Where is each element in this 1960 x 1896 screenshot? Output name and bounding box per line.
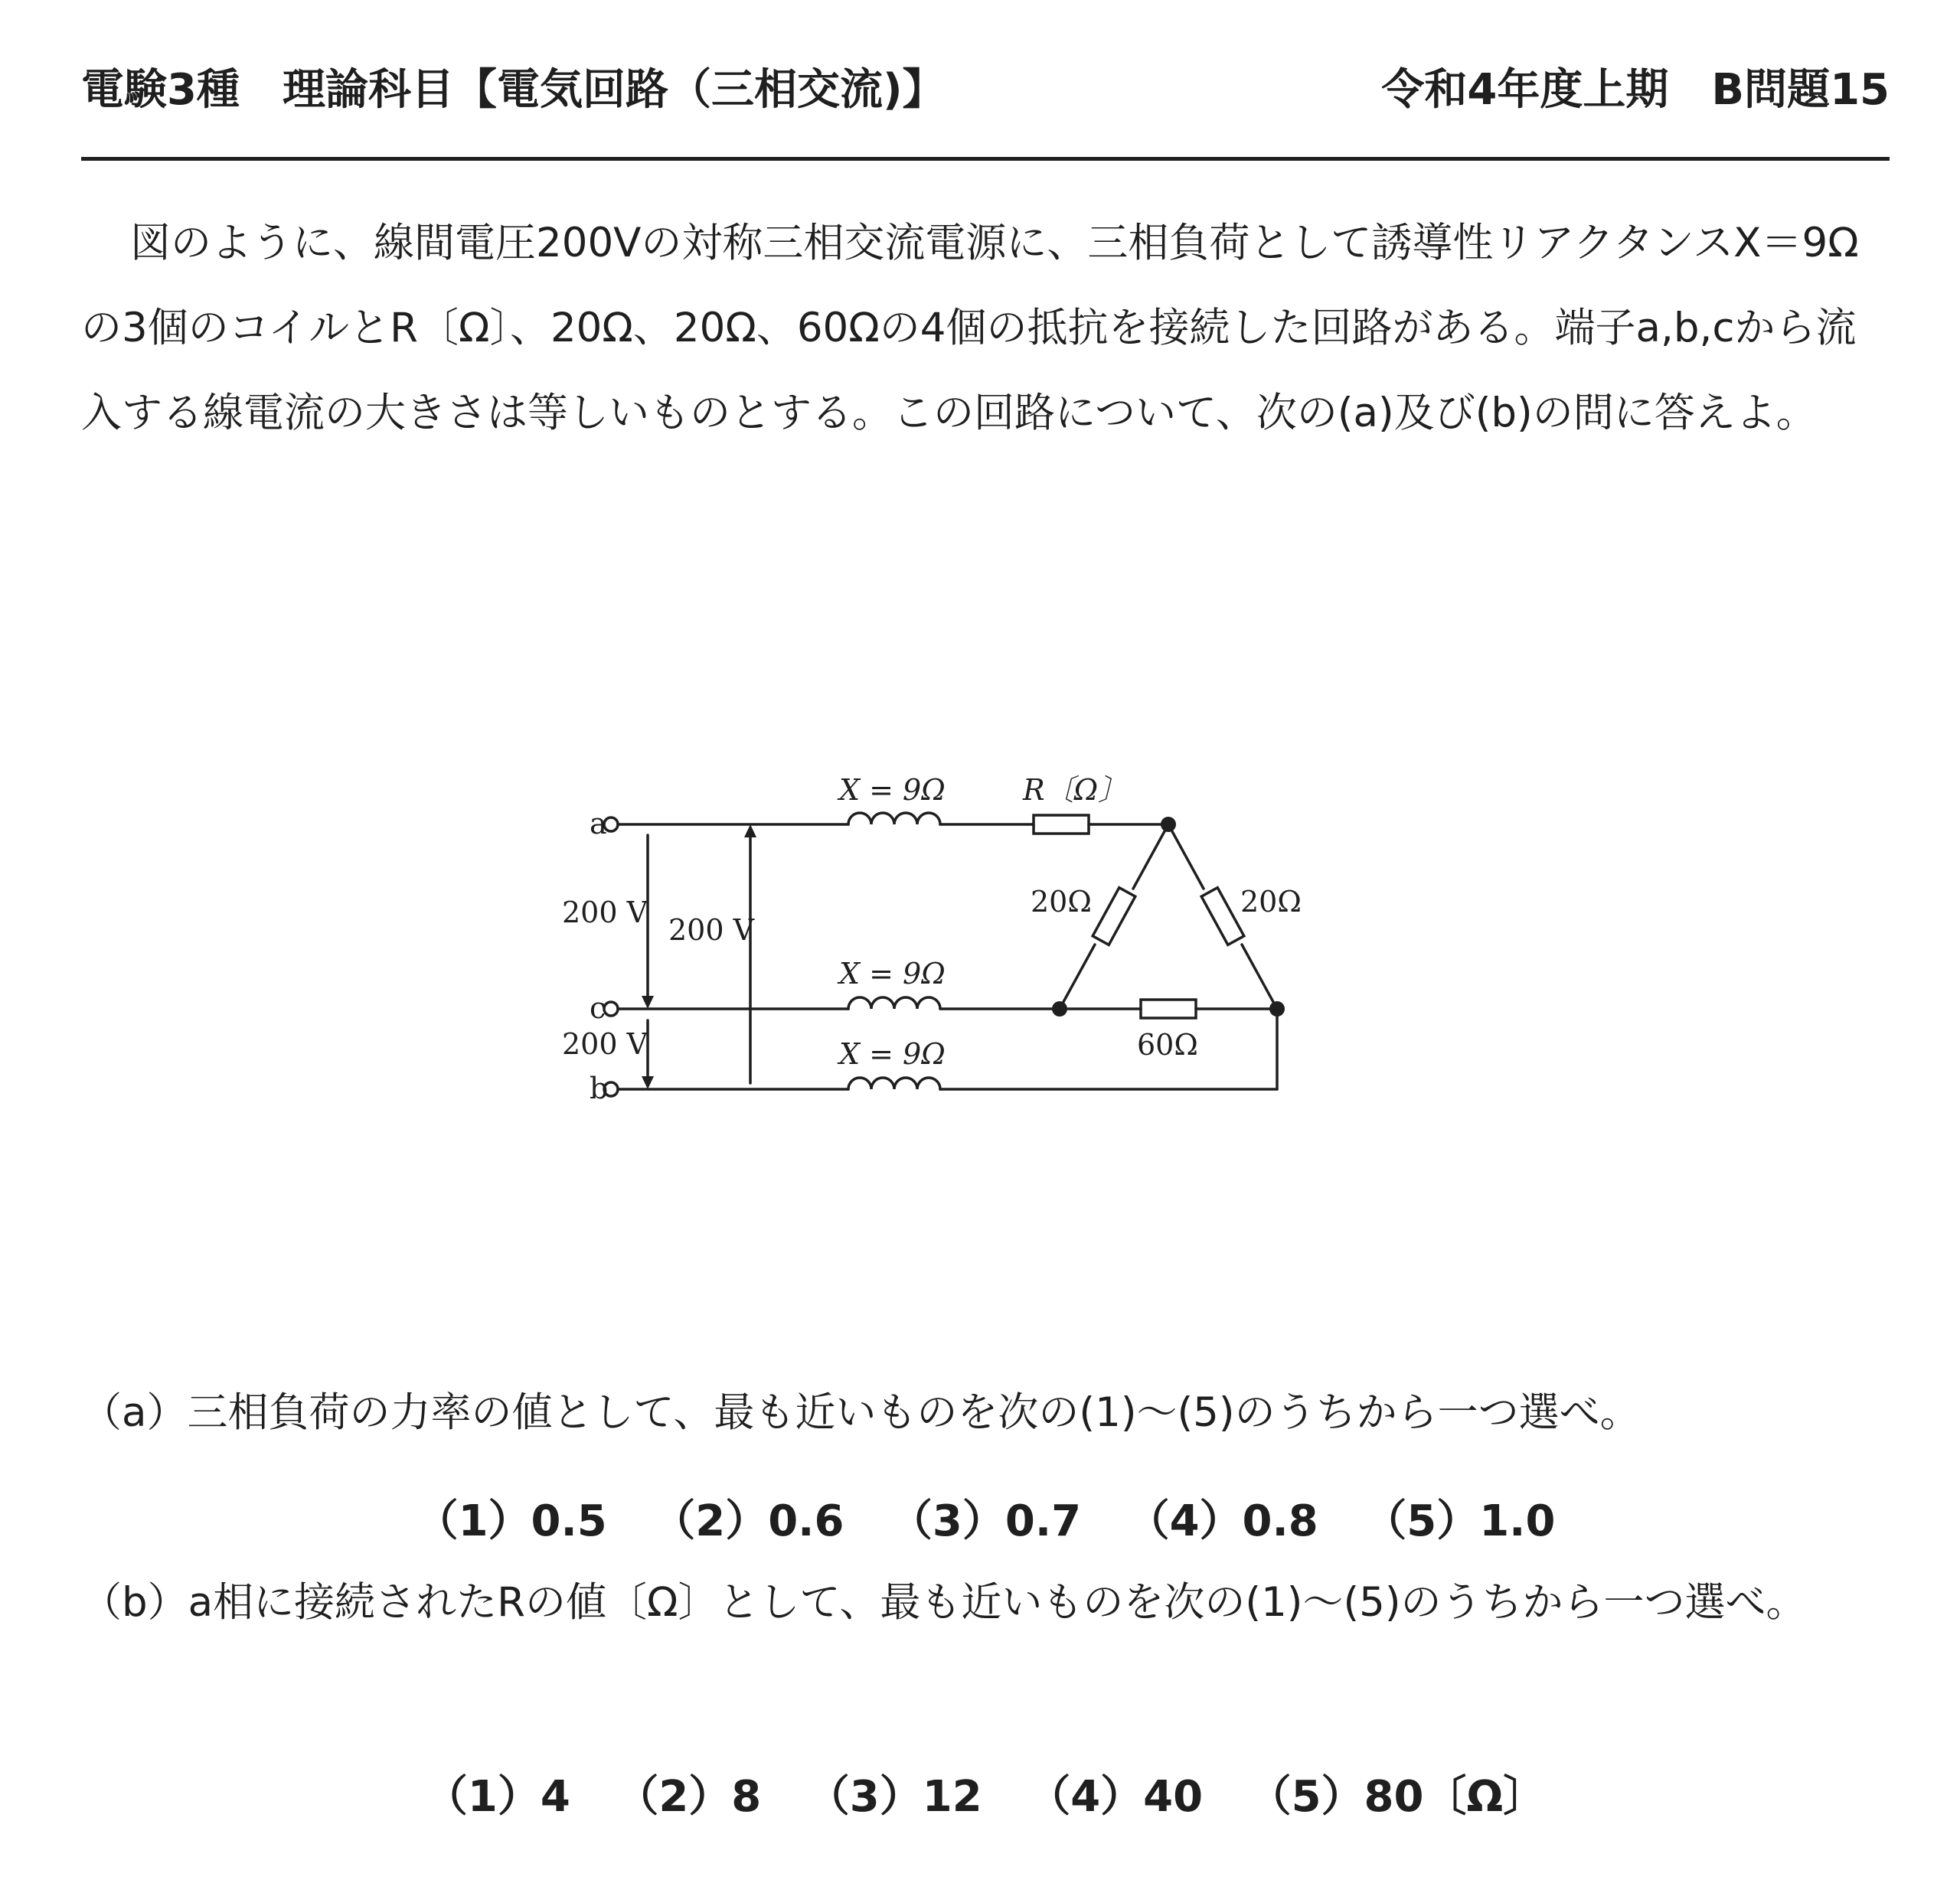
choice-b-3: （3）12 — [806, 1772, 982, 1822]
circuit-diagram — [551, 762, 1317, 1114]
voltage-ab-label: 200 V — [668, 913, 755, 947]
resistor-bottom-symbol — [1141, 1000, 1196, 1018]
choice-a-2: （2）0.6 — [652, 1496, 844, 1546]
page-header — [81, 60, 1890, 121]
terminal-c-label: c — [590, 991, 606, 1025]
voltage-cb-label: 200 V — [562, 1027, 648, 1061]
node-right — [1269, 1001, 1285, 1017]
coil-b-label: X = 9Ω — [839, 1037, 946, 1071]
choice-b-2: （2）8 — [616, 1772, 762, 1822]
resistor-right-symbol — [1201, 888, 1244, 945]
resistor-r-label: R〔Ω〕 — [1023, 773, 1128, 807]
header-title: 電験3種 理論科目【電気回路（三相交流)】 — [81, 65, 946, 115]
terminal-a-label: a — [590, 807, 607, 840]
coil-c-label: X = 9Ω — [839, 957, 946, 990]
choice-b-4: （4）40 — [1027, 1772, 1204, 1822]
choice-a-4: （4）0.8 — [1126, 1496, 1318, 1546]
resistor-bottom-label: 60Ω — [1137, 1028, 1198, 1062]
voltage-ac-label: 200 V — [562, 896, 648, 929]
choices-b — [81, 1759, 1890, 1836]
resistor-right-label: 20Ω — [1240, 885, 1302, 919]
choice-b-5: （5）80〔Ω〕 — [1248, 1772, 1547, 1822]
choices-a — [81, 1483, 1890, 1560]
terminal-c-circle — [604, 1002, 618, 1016]
resistor-r-symbol — [1034, 815, 1089, 834]
coil-c-symbol — [848, 997, 940, 1009]
terminal-b-label: b — [590, 1072, 609, 1105]
resistor-left-label: 20Ω — [1031, 885, 1092, 919]
choice-b-1: （1）4 — [424, 1772, 570, 1822]
question-a: （a）三相負荷の力率の値として、最も近いものを次の(1)～(5)のうちから一つ選べ。 — [81, 1389, 1641, 1436]
choice-a-5: （5）1.0 — [1364, 1496, 1556, 1546]
resistor-left-symbol — [1093, 888, 1135, 945]
node-left — [1052, 1001, 1067, 1017]
problem-statement: 図のように、線間電圧200Vの対称三相交流電源に、三相負荷として誘導性リアクタンスX＝9Ωの3個のコイルとR〔Ω〕、20Ω、20Ω、60Ωの4個の抵抗を接続した回路がある。端子a,b,cから流入する線電流の大きさは等しいものとする。この回路について、次の(a)及び(b)の問に答えよ。 — [81, 220, 1859, 436]
node-top — [1161, 817, 1176, 832]
question-b: （b）a相に接続されたRの値〔Ω〕として、最も近いものを次の(1)～(5)のうちから一つ選べ。 — [81, 1579, 1807, 1626]
coil-a-label: X = 9Ω — [839, 773, 946, 807]
choice-a-1: （1）0.5 — [415, 1496, 607, 1546]
coil-b-symbol — [848, 1078, 940, 1089]
header-exam: 令和4年度上期 B問題15 — [1381, 65, 1890, 115]
coil-a-symbol — [848, 813, 940, 824]
choice-a-3: （3）0.7 — [889, 1496, 1082, 1546]
header-divider — [81, 157, 1890, 161]
